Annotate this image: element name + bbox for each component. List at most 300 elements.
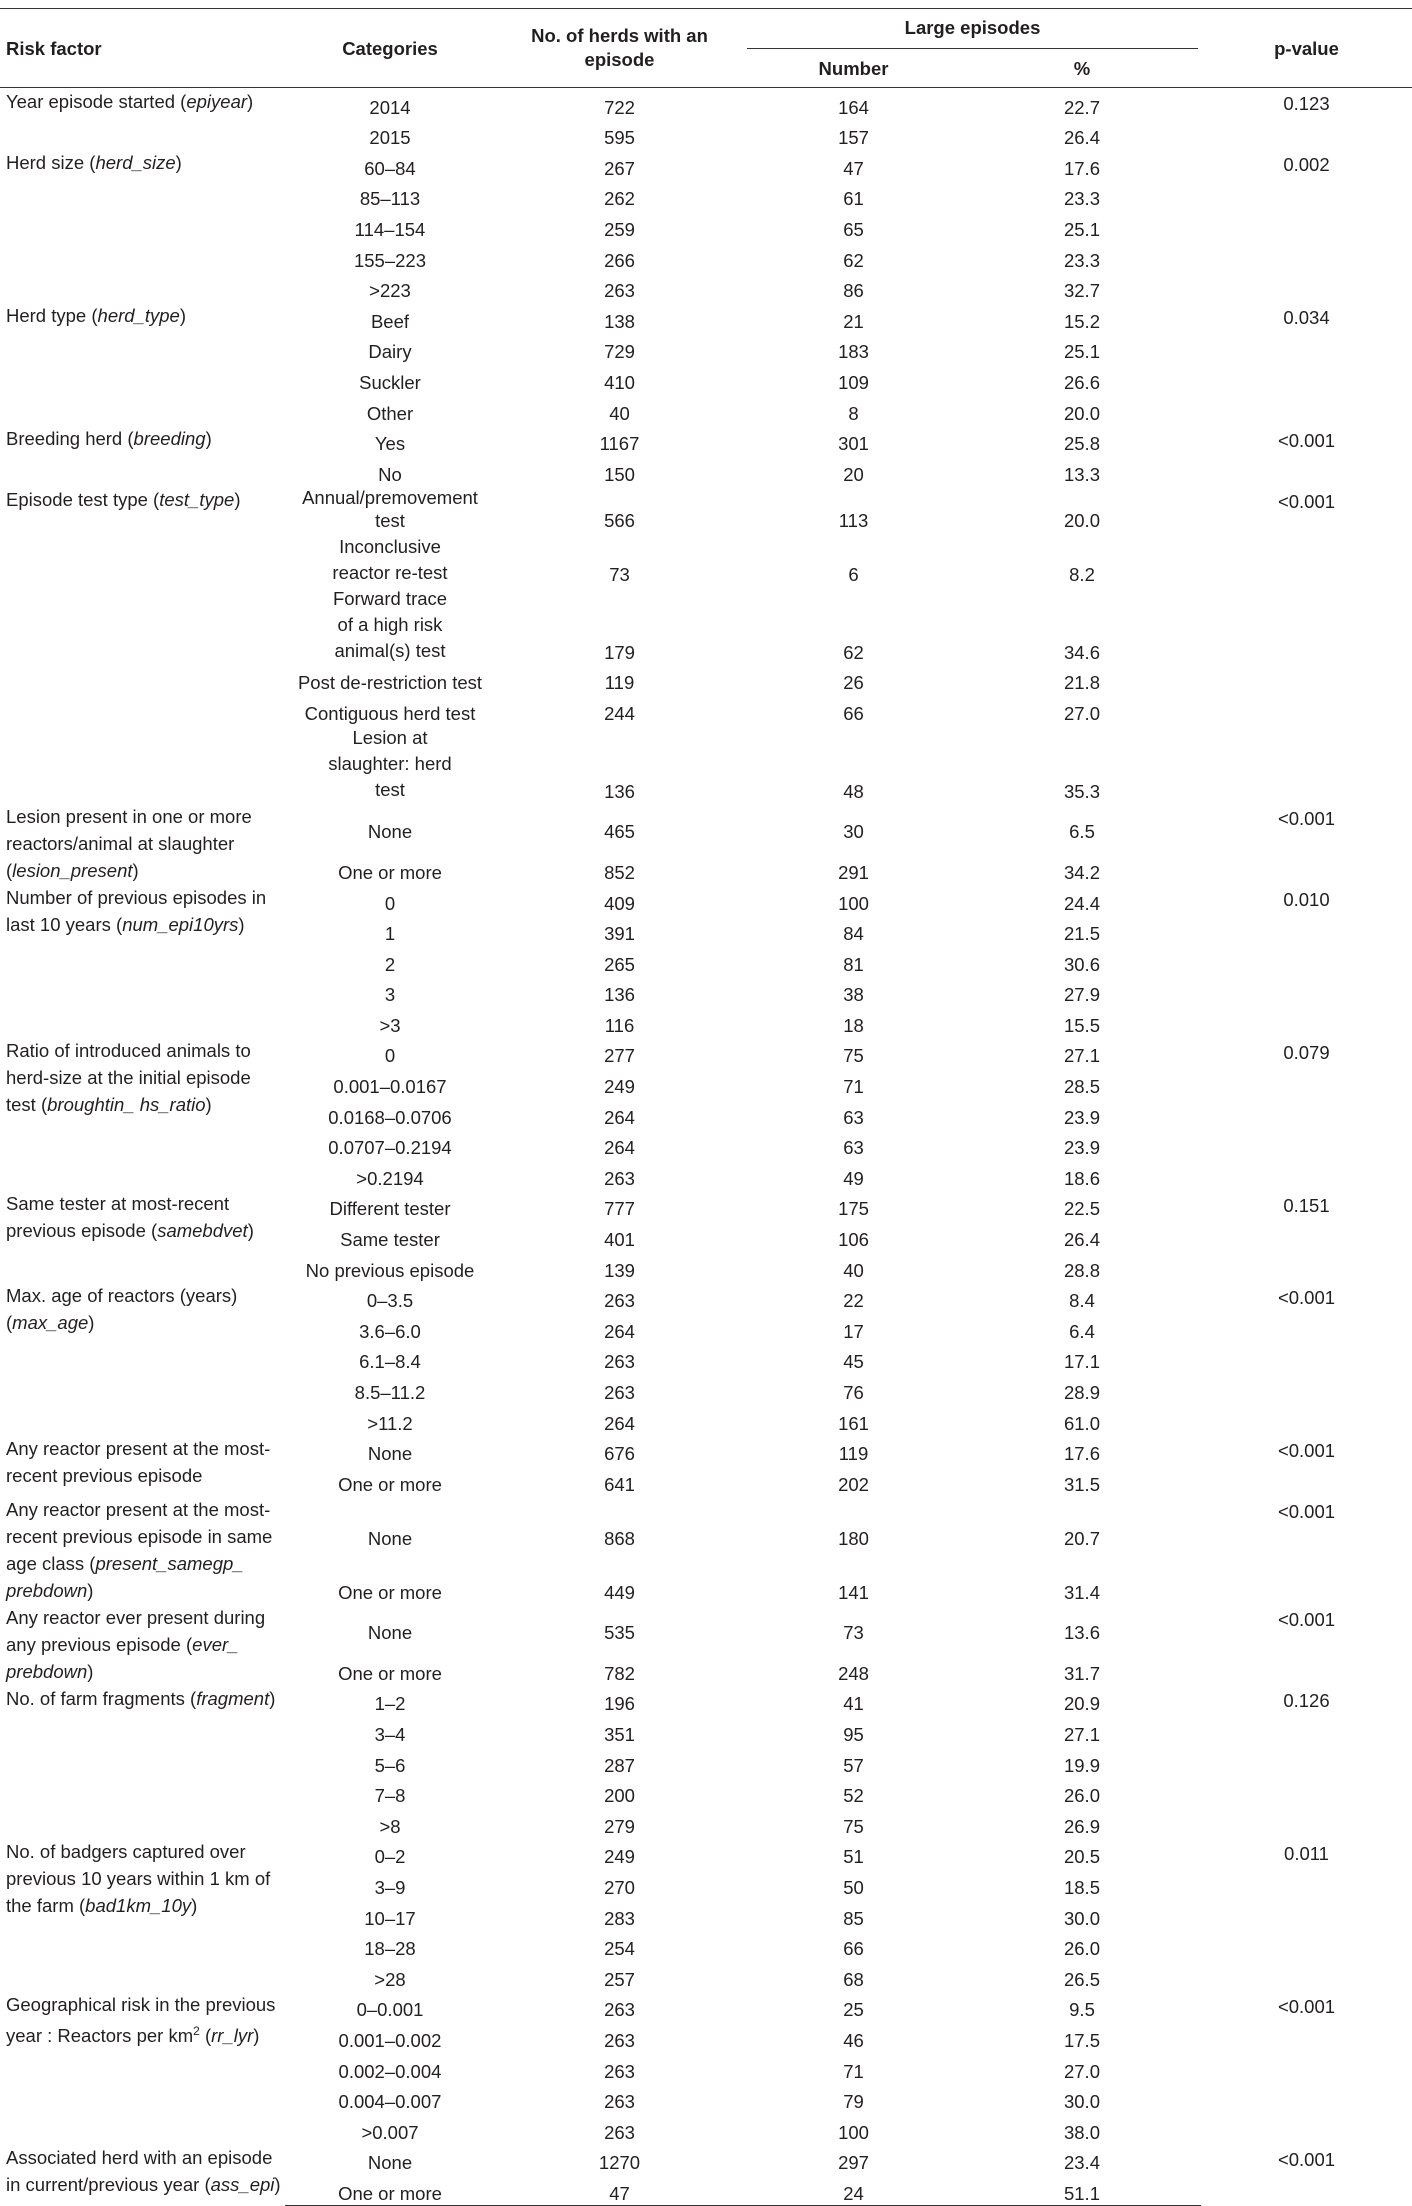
large-number-cell: 18 bbox=[843, 1014, 864, 1036]
large-percent-cell: 27.1 bbox=[1063, 1045, 1100, 1067]
variable-name: test_type bbox=[159, 488, 235, 510]
p-value-cell: <0.001 bbox=[1277, 429, 1336, 451]
risk-factor-label: Breeding herd bbox=[6, 427, 123, 449]
large-number-cell: 65 bbox=[843, 218, 864, 240]
large-percent-cell: 26.4 bbox=[1063, 1229, 1100, 1251]
herds-count-cell: 535 bbox=[604, 1622, 635, 1644]
p-value-cell: <0.001 bbox=[1277, 1995, 1336, 2017]
large-percent-cell: 23.4 bbox=[1063, 2152, 1100, 2174]
table-body bbox=[0, 88, 1412, 2206]
category-cell: >0.2194 bbox=[356, 1167, 424, 1189]
herds-count-cell: 782 bbox=[604, 1662, 635, 1684]
large-number-cell: 57 bbox=[843, 1754, 864, 1776]
category-cell: 8.5–11.2 bbox=[354, 1382, 426, 1403]
category-cell: 0–3.5 bbox=[366, 1290, 414, 1312]
p-value-cell: <0.001 bbox=[1277, 807, 1336, 829]
p-value-cell: <0.001 bbox=[1277, 490, 1336, 512]
category-cell: 7–8 bbox=[374, 1785, 406, 1807]
category-cell: None bbox=[367, 2152, 413, 2174]
risk-factor-label: Herd type bbox=[6, 305, 87, 327]
large-number-cell: 164 bbox=[838, 96, 869, 118]
category-cell: >223 bbox=[369, 280, 411, 302]
large-number-cell: 38 bbox=[843, 984, 864, 1006]
table-row bbox=[0, 1991, 1412, 2022]
herds-count-cell: 351 bbox=[604, 1723, 635, 1745]
variable-name: lesion_present bbox=[12, 859, 133, 881]
category-cell: Annual/premovement test bbox=[302, 486, 478, 531]
table-row bbox=[0, 1496, 1412, 1550]
herds-count-cell: 1167 bbox=[599, 433, 640, 455]
category-cell: 0–2 bbox=[374, 1846, 406, 1868]
risk-factor-cell: Any reactor present at the most-recent previous episode in same age class (present_samegp_ prebdown) bbox=[6, 1498, 273, 1601]
herds-count-cell: 401 bbox=[604, 1229, 635, 1251]
variable-name: ass_epi bbox=[210, 2173, 275, 2195]
large-percent-cell: 17.5 bbox=[1063, 2029, 1100, 2051]
category-cell: Forward trace of a high risk animal(s) test bbox=[332, 587, 448, 661]
category-cell: Contiguous herd test bbox=[304, 702, 476, 724]
large-percent-cell: 8.4 bbox=[1069, 1290, 1095, 1312]
herds-count-cell: 264 bbox=[604, 1106, 635, 1128]
risk-factor-superscript: 2 bbox=[193, 2023, 200, 2038]
category-cell: 2015 bbox=[369, 127, 411, 149]
large-number-cell: 291 bbox=[838, 861, 869, 883]
herds-count-cell: 200 bbox=[604, 1785, 635, 1807]
large-number-cell: 106 bbox=[838, 1229, 869, 1251]
large-percent-cell: 32.7 bbox=[1063, 280, 1100, 302]
large-percent-cell: 34.2 bbox=[1063, 861, 1100, 883]
risk-factor-table bbox=[0, 8, 1412, 2206]
category-cell: Post de-restriction test bbox=[297, 672, 483, 694]
risk-factor-cell: Max. age of reactors (years) (max_age) bbox=[6, 1284, 238, 1333]
large-percent-cell: 28.5 bbox=[1063, 1076, 1100, 1098]
p-value-cell: <0.001 bbox=[1277, 1608, 1336, 1630]
herds-count-cell: 465 bbox=[604, 821, 635, 843]
herds-count-cell: 259 bbox=[604, 218, 635, 240]
risk-factor-cell: Lesion present in one or more reactors/animal at slaughter (lesion_present) bbox=[6, 805, 252, 881]
large-percent-cell: 26.0 bbox=[1063, 1938, 1100, 1960]
herds-count-cell: 264 bbox=[604, 1137, 635, 1159]
risk-factor-cell: Herd type (herd_type) bbox=[6, 305, 186, 327]
large-percent-cell: 22.5 bbox=[1063, 1198, 1100, 1220]
category-cell: No previous episode bbox=[305, 1259, 475, 1281]
category-cell: >3 bbox=[379, 1014, 401, 1036]
category-cell: 6.1–8.4 bbox=[359, 1351, 421, 1373]
p-value-cell: <0.001 bbox=[1277, 1439, 1336, 1461]
variable-name: herd_type bbox=[97, 305, 180, 327]
large-number-cell: 119 bbox=[838, 1443, 869, 1465]
category-cell: No bbox=[378, 463, 402, 485]
header-no-herds: No. of herds with an episode bbox=[531, 25, 708, 70]
herds-count-cell: 266 bbox=[604, 249, 635, 271]
large-number-cell: 66 bbox=[843, 702, 864, 724]
variable-name: rr_lyr bbox=[211, 2024, 254, 2046]
herds-count-cell: 279 bbox=[604, 1815, 635, 1837]
large-number-cell: 84 bbox=[843, 923, 864, 945]
herds-count-cell: 270 bbox=[604, 1876, 635, 1898]
table-row bbox=[0, 1685, 1412, 1716]
large-percent-cell: 51.1 bbox=[963, 2174, 1201, 2205]
herds-count-cell: 138 bbox=[604, 310, 635, 332]
p-value-cell: 0.079 bbox=[1283, 1041, 1330, 1063]
category-cell: 10–17 bbox=[364, 1907, 416, 1929]
large-number-cell: 49 bbox=[843, 1167, 864, 1189]
large-percent-cell: 13.6 bbox=[1063, 1622, 1100, 1644]
category-cell: 3–9 bbox=[374, 1876, 406, 1898]
large-percent-cell: 35.3 bbox=[1063, 780, 1100, 802]
table-row bbox=[0, 1190, 1412, 1221]
large-number-cell: 45 bbox=[843, 1351, 864, 1373]
large-number-cell: 52 bbox=[843, 1785, 864, 1807]
large-percent-cell: 26.9 bbox=[1063, 1815, 1100, 1837]
p-value-cell: 0.034 bbox=[1283, 307, 1330, 329]
category-cell: Inconclusive reactor re-test bbox=[332, 535, 448, 583]
category-cell: 0–0.001 bbox=[356, 1999, 424, 2021]
table-row bbox=[0, 149, 1412, 180]
header-percent: % bbox=[1073, 57, 1091, 79]
category-cell: 2014 bbox=[369, 96, 411, 118]
category-cell: 3 bbox=[384, 984, 396, 1006]
category-cell: Suckler bbox=[359, 371, 421, 393]
large-number-cell: 68 bbox=[843, 1968, 864, 1990]
herds-count-cell: 391 bbox=[604, 923, 635, 945]
large-number-cell: 75 bbox=[843, 1815, 864, 1837]
risk-factor-label: Max. age of reactors (years) bbox=[6, 1284, 238, 1306]
herds-count-cell: 595 bbox=[604, 127, 635, 149]
large-percent-cell: 31.5 bbox=[1063, 1473, 1100, 1495]
risk-factor-label: Any reactor ever present during any previous episode bbox=[6, 1606, 266, 1655]
risk-factor-cell: Same tester at most-recent previous episode (samebdvet) bbox=[6, 1192, 254, 1241]
large-percent-cell: 28.9 bbox=[1063, 1382, 1100, 1403]
category-cell: 1 bbox=[384, 923, 396, 945]
large-number-cell: 75 bbox=[843, 1045, 864, 1067]
large-number-cell: 66 bbox=[843, 1938, 864, 1960]
risk-factor-label: Geographical risk in the previous year : Reactors per km bbox=[6, 1993, 276, 2046]
risk-factor-label: Any reactor present at the most-recent previous episode in same age class bbox=[6, 1498, 273, 1574]
large-percent-cell: 8.2 bbox=[1069, 563, 1095, 585]
header-large-episodes: Large episodes bbox=[744, 9, 1201, 50]
risk-factor-label: Episode test type bbox=[6, 488, 148, 510]
large-number-cell: 301 bbox=[838, 433, 869, 455]
category-cell: Yes bbox=[374, 433, 406, 455]
category-cell: Dairy bbox=[368, 341, 412, 363]
large-number-cell: 161 bbox=[838, 1412, 869, 1434]
large-percent-cell: 6.4 bbox=[1069, 1320, 1095, 1342]
header-p-value: p-value bbox=[1274, 37, 1339, 59]
large-percent-cell: 6.5 bbox=[1069, 821, 1095, 843]
herds-count-cell: 409 bbox=[604, 892, 635, 914]
header-number: Number bbox=[818, 57, 889, 79]
large-percent-cell: 15.2 bbox=[1063, 310, 1100, 332]
p-value-cell: <0.001 bbox=[1277, 1286, 1336, 1308]
category-cell: None bbox=[367, 1443, 413, 1465]
risk-factor-label: No. of farm fragments bbox=[6, 1687, 185, 1709]
variable-name: present_samegp_ prebdown bbox=[6, 1552, 244, 1601]
table-row bbox=[0, 88, 1412, 119]
herds-count-cell: 676 bbox=[604, 1443, 635, 1465]
large-number-cell: 100 bbox=[838, 892, 869, 914]
herds-count-cell: 265 bbox=[604, 953, 635, 975]
herds-count-cell: 263 bbox=[604, 2029, 635, 2051]
table-row bbox=[0, 803, 1412, 844]
variable-name: herd_size bbox=[95, 152, 176, 174]
large-percent-cell: 26.6 bbox=[1063, 371, 1100, 393]
large-percent-cell: 25.1 bbox=[1063, 341, 1100, 363]
variable-name: ever_ prebdown bbox=[6, 1633, 239, 1682]
herds-count-cell: 244 bbox=[604, 702, 635, 724]
category-cell: >28 bbox=[374, 1968, 406, 1990]
large-percent-cell: 23.3 bbox=[1063, 249, 1100, 271]
herds-count-cell: 641 bbox=[604, 1473, 635, 1495]
category-cell: None bbox=[367, 1527, 413, 1549]
herds-count-cell: 136 bbox=[604, 780, 635, 802]
risk-factor-label: Lesion present in one or more reactors/animal at slaughter bbox=[6, 805, 252, 854]
large-percent-cell: 18.6 bbox=[1063, 1167, 1100, 1189]
risk-factor-cell: Herd size (herd_size) bbox=[6, 152, 182, 174]
large-percent-cell: 17.1 bbox=[1063, 1351, 1100, 1373]
herds-count-cell: 263 bbox=[604, 1167, 635, 1189]
large-number-cell: 26 bbox=[843, 672, 864, 694]
risk-factor-cell: Associated herd with an episode in current/previous year (ass_epi) bbox=[6, 2146, 281, 2195]
category-cell: 114–154 bbox=[354, 218, 426, 240]
large-percent-cell: 30.0 bbox=[1063, 2091, 1100, 2113]
category-cell: One or more bbox=[285, 2174, 495, 2205]
large-number-cell: 50 bbox=[843, 1876, 864, 1898]
category-cell: None bbox=[367, 1622, 413, 1644]
large-number-cell: 100 bbox=[838, 2121, 869, 2143]
category-cell: 0.0707–0.2194 bbox=[328, 1137, 452, 1159]
large-percent-cell: 15.5 bbox=[1063, 1014, 1100, 1036]
herds-count-cell: 566 bbox=[604, 509, 635, 531]
category-cell: 0.0168–0.0706 bbox=[328, 1106, 452, 1128]
risk-factor-cell: No. of farm fragments (fragment) bbox=[6, 1687, 276, 1709]
table-row bbox=[0, 2144, 1412, 2175]
large-number-cell: 47 bbox=[843, 157, 864, 179]
risk-factor-label: No. of badgers captured over previous 10 years within 1 km of the farm bbox=[6, 1840, 271, 1916]
herds-count-cell: 410 bbox=[604, 371, 635, 393]
category-cell: 5–6 bbox=[374, 1754, 406, 1776]
table-row bbox=[0, 1435, 1412, 1466]
herds-count-cell: 283 bbox=[604, 1907, 635, 1929]
table-row bbox=[0, 1282, 1412, 1313]
risk-factor-label: Herd size bbox=[6, 152, 85, 174]
large-number-cell: 202 bbox=[838, 1473, 869, 1495]
herds-count-cell: 263 bbox=[604, 280, 635, 302]
large-percent-cell: 23.9 bbox=[1063, 1106, 1100, 1128]
risk-factor-cell: Year episode started (epiyear) bbox=[6, 91, 254, 112]
large-number-cell: 86 bbox=[843, 280, 864, 302]
variable-name: broughtin_ hs_ratio bbox=[47, 1093, 206, 1115]
large-percent-cell: 27.9 bbox=[1063, 984, 1100, 1006]
large-percent-cell: 26.5 bbox=[1063, 1968, 1100, 1990]
table-row bbox=[0, 486, 1412, 532]
category-cell: 0.002–0.004 bbox=[338, 2060, 442, 2082]
herds-count-cell: 249 bbox=[604, 1846, 635, 1868]
header-categories: Categories bbox=[342, 37, 438, 59]
risk-factor-cell bbox=[0, 1435, 285, 1496]
herds-count-cell: 263 bbox=[604, 2091, 635, 2113]
category-cell: 60–84 bbox=[364, 157, 416, 179]
category-cell: 0 bbox=[384, 892, 396, 914]
large-number-cell: 183 bbox=[838, 341, 869, 363]
large-percent-cell: 26.0 bbox=[1063, 1785, 1100, 1807]
herds-count-cell: 264 bbox=[604, 1412, 635, 1434]
large-percent-cell: 21.5 bbox=[1063, 923, 1100, 945]
herds-count-cell: 263 bbox=[604, 1290, 635, 1312]
risk-factor-label: Associated herd with an episode in current/previous year bbox=[6, 2146, 273, 2195]
large-percent-cell: 27.1 bbox=[1063, 1723, 1100, 1745]
category-cell: 2 bbox=[384, 953, 396, 975]
large-percent-cell: 61.0 bbox=[1063, 1412, 1100, 1434]
large-number-cell: 79 bbox=[843, 2091, 864, 2113]
risk-factor-cell: Geographical risk in the previous year : Reactors per $km^2$ (rr_lyr) bbox=[6, 1993, 276, 2046]
large-number-cell: 48 bbox=[843, 780, 864, 802]
large-percent-cell: 20.0 bbox=[1063, 402, 1100, 424]
large-percent-cell: 19.9 bbox=[1063, 1754, 1100, 1776]
herds-count-cell: 263 bbox=[604, 1351, 635, 1373]
large-number-cell: 40 bbox=[843, 1259, 864, 1281]
p-value-cell: <0.001 bbox=[1277, 1500, 1336, 1522]
large-number-cell: 63 bbox=[843, 1137, 864, 1159]
risk-factor-label: Same tester at most-recent previous episode bbox=[6, 1192, 230, 1241]
p-value-cell: <0.001 bbox=[1277, 2148, 1336, 2170]
p-value-cell: 0.126 bbox=[1283, 1689, 1330, 1711]
large-number-cell: 71 bbox=[843, 1076, 864, 1098]
category-cell: One or more bbox=[338, 1581, 442, 1603]
large-percent-cell: 28.8 bbox=[1063, 1259, 1100, 1281]
risk-factor-label: Year episode started bbox=[6, 91, 176, 112]
category-cell: One or more bbox=[338, 1662, 442, 1684]
large-percent-cell: 30.0 bbox=[1063, 1907, 1100, 1929]
large-number-cell: 63 bbox=[843, 1106, 864, 1128]
risk-factor-label: Any reactor present at the most-recent previous episode bbox=[6, 1437, 271, 1486]
category-cell: >0.007 bbox=[361, 2121, 419, 2143]
large-percent-cell: 38.0 bbox=[1063, 2121, 1100, 2143]
herds-count-cell: 40 bbox=[609, 402, 630, 424]
risk-factor-label: Ratio of introduced animals to herd-size at the initial episode test bbox=[6, 1039, 251, 1115]
variable-name: max_age bbox=[12, 1311, 89, 1333]
category-cell: Other bbox=[366, 402, 414, 424]
category-cell: >11.2 bbox=[367, 1412, 413, 1434]
herds-count-cell: 287 bbox=[604, 1754, 635, 1776]
large-number-cell: 25 bbox=[843, 1999, 864, 2021]
variable-name: bad1km_10y bbox=[85, 1894, 192, 1916]
category-cell: Beef bbox=[370, 310, 410, 332]
category-cell: >8 bbox=[379, 1815, 401, 1837]
category-cell: 18–28 bbox=[364, 1938, 416, 1960]
variable-name: fragment bbox=[196, 1687, 270, 1709]
herds-count-cell: 263 bbox=[604, 2060, 635, 2082]
large-percent-cell: 25.8 bbox=[1063, 433, 1100, 455]
herds-count-cell: 263 bbox=[604, 1382, 635, 1403]
large-percent-cell: 20.5 bbox=[1063, 1846, 1100, 1868]
large-percent-cell: 9.5 bbox=[1069, 1999, 1095, 2021]
large-number-cell: 95 bbox=[843, 1723, 864, 1745]
large-percent-cell: 21.8 bbox=[1063, 672, 1100, 694]
large-number-cell: 41 bbox=[843, 1693, 864, 1715]
large-number-cell: 62 bbox=[843, 249, 864, 271]
risk-factor-cell: Breeding herd (breeding) bbox=[6, 427, 212, 449]
large-number-cell: 22 bbox=[843, 1290, 864, 1312]
large-percent-cell: 20.7 bbox=[1063, 1527, 1100, 1549]
table-row bbox=[0, 884, 1412, 915]
variable-name: epiyear bbox=[186, 91, 248, 112]
large-number-cell: 71 bbox=[843, 2060, 864, 2082]
p-value-cell: 0.010 bbox=[1283, 888, 1330, 910]
risk-factor-label: Number of previous episodes in last 10 years bbox=[6, 886, 267, 935]
risk-factor-cell: Ratio of introduced animals to herd-size at the initial episode test (broughtin_ hs_ratio) bbox=[6, 1039, 251, 1115]
large-number-cell: 8 bbox=[848, 402, 859, 424]
herds-count-cell: 852 bbox=[604, 861, 635, 883]
p-value-cell: 0.002 bbox=[1283, 154, 1330, 176]
category-cell: 85–113 bbox=[359, 188, 421, 210]
herds-count-cell: 267 bbox=[604, 157, 635, 179]
p-value-cell: 0.123 bbox=[1283, 93, 1330, 114]
category-cell: 155–223 bbox=[353, 249, 427, 271]
large-number-cell: 30 bbox=[843, 821, 864, 843]
risk-factor-cell: Any reactor ever present during any previous episode (ever_ prebdown) bbox=[6, 1606, 266, 1682]
herds-count-cell: 249 bbox=[604, 1076, 635, 1098]
large-number-cell: 73 bbox=[843, 1622, 864, 1644]
large-percent-cell: 26.4 bbox=[1063, 127, 1100, 149]
category-cell: 0.001–0.002 bbox=[338, 2029, 442, 2051]
large-percent-cell: 31.7 bbox=[1063, 1662, 1100, 1684]
large-number-cell: 62 bbox=[843, 641, 864, 663]
herds-count-cell: 196 bbox=[604, 1693, 635, 1715]
large-number-cell: 46 bbox=[843, 2029, 864, 2051]
large-number-cell: 141 bbox=[838, 1581, 869, 1603]
risk-factor-cell: Number of previous episodes in last 10 years (num_epi10yrs) bbox=[6, 886, 267, 935]
herds-count-cell: 263 bbox=[604, 2121, 635, 2143]
large-number-cell: 24 bbox=[744, 2174, 963, 2205]
herds-count-cell: 777 bbox=[604, 1198, 635, 1220]
large-percent-cell: 25.1 bbox=[1063, 218, 1100, 240]
table-row bbox=[0, 425, 1412, 456]
large-percent-cell: 27.0 bbox=[1063, 2060, 1100, 2082]
herds-count-cell: 47 bbox=[495, 2174, 744, 2205]
herds-count-cell: 1270 bbox=[598, 2152, 641, 2174]
large-number-cell: 85 bbox=[843, 1907, 864, 1929]
variable-name: breeding bbox=[133, 427, 206, 449]
large-percent-cell: 20.9 bbox=[1063, 1693, 1100, 1715]
large-number-cell: 157 bbox=[838, 127, 869, 149]
category-cell: 3.6–6.0 bbox=[359, 1320, 421, 1342]
large-percent-cell: 17.6 bbox=[1063, 1443, 1100, 1465]
large-number-cell: 180 bbox=[838, 1527, 869, 1549]
herds-count-cell: 868 bbox=[604, 1527, 635, 1549]
risk-factor-cell: No. of badgers captured over previous 10 years within 1 km of the farm (bad1km_10y) bbox=[6, 1840, 271, 1916]
category-cell: 0 bbox=[384, 1045, 396, 1067]
herds-count-cell: 262 bbox=[604, 188, 635, 210]
herds-count-cell: 116 bbox=[604, 1014, 635, 1036]
herds-count-cell: 73 bbox=[609, 563, 630, 585]
large-number-cell: 81 bbox=[843, 953, 864, 975]
herds-count-cell: 263 bbox=[604, 1999, 635, 2021]
variable-name: samebdvet bbox=[157, 1219, 248, 1241]
large-number-cell: 109 bbox=[838, 371, 869, 393]
table-row bbox=[0, 1037, 1412, 1068]
herds-count-cell: 119 bbox=[604, 672, 635, 694]
large-percent-cell: 34.6 bbox=[1063, 641, 1100, 663]
herds-count-cell: 150 bbox=[604, 463, 635, 485]
large-number-cell: 76 bbox=[843, 1382, 864, 1403]
large-percent-cell: 22.7 bbox=[1063, 96, 1100, 118]
category-cell: One or more bbox=[338, 861, 442, 883]
p-value-cell: 0.011 bbox=[1284, 1842, 1329, 1864]
category-cell: Lesion at slaughter: herd test bbox=[328, 726, 452, 800]
large-number-cell: 61 bbox=[843, 188, 864, 210]
category-cell: Different tester bbox=[329, 1198, 451, 1220]
large-percent-cell: 30.6 bbox=[1063, 953, 1100, 975]
